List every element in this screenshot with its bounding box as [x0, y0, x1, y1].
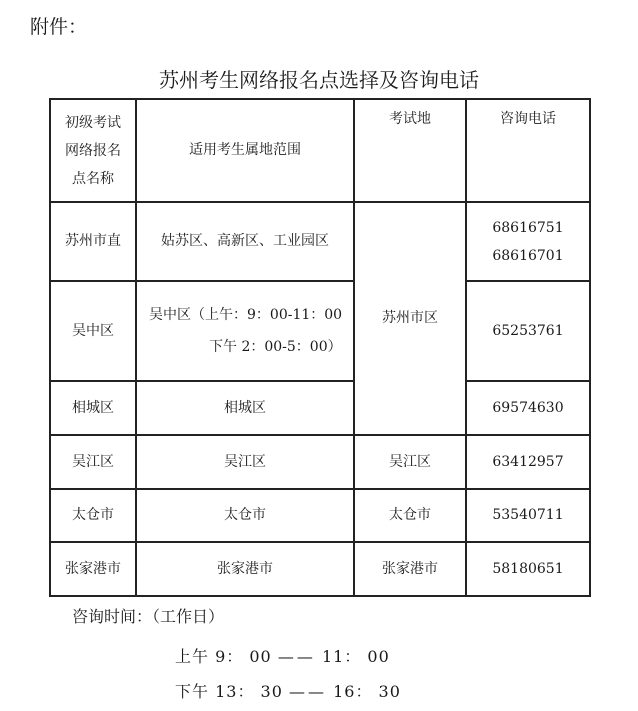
exam-site-cell: 张家港市 [354, 542, 466, 596]
point-name-cell: 吴中区 [50, 281, 136, 381]
scope-cell: 姑苏区、高新区、工业园区 [136, 202, 354, 281]
phone-cell: 63412957 [466, 435, 590, 489]
exam-site-cell: 太仓市 [354, 489, 466, 542]
exam-site-cell: 吴江区 [354, 435, 466, 489]
point-name-cell: 张家港市 [50, 542, 136, 596]
scope-cell: 吴中区（上午：9：00-11：00 下午 2：00-5：00） [136, 281, 354, 381]
table-row [50, 381, 590, 435]
morning-start: 9： 00 [215, 647, 272, 666]
scope-cell: 吴江区 [136, 435, 354, 489]
afternoon-dash: —— [289, 682, 328, 701]
afternoon-start: 13： 30 [215, 682, 283, 701]
page-title: 苏州考生网络报名点选择及咨询电话 [159, 68, 479, 92]
morning-dash: —— [277, 647, 316, 666]
header-scope: 适用考生属地范围 [136, 99, 354, 202]
table-row [50, 489, 590, 542]
scope-cell: 张家港市 [136, 542, 354, 596]
table-row [50, 202, 590, 281]
header-point-name: 初级考试 网络报名 点名称 [50, 99, 136, 202]
afternoon-hours [175, 679, 401, 702]
phone-cell: 58180651 [466, 542, 590, 596]
point-name-cell: 吴江区 [50, 435, 136, 489]
header-exam-site: 考试地 [354, 99, 466, 202]
point-name-cell: 苏州市直 [50, 202, 136, 281]
consult-time-label: 咨询时间：（工作日） [72, 607, 225, 626]
scope-cell: 太仓市 [136, 489, 354, 542]
header-phone: 咨询电话 [466, 99, 590, 202]
table-row [50, 435, 590, 489]
phone-cell: 53540711 [466, 489, 590, 542]
morning-end: 11： 00 [321, 647, 390, 666]
point-name-cell: 太仓市 [50, 489, 136, 542]
phone-cell: 65253761 [466, 281, 590, 381]
phone-cell: 69574630 [466, 381, 590, 435]
table-header-row [50, 99, 590, 202]
afternoon-prefix: 下午 [175, 682, 210, 701]
registration-table [49, 98, 591, 597]
phone-cell: 68616751 68616701 [466, 202, 590, 281]
attachment-label: 附件： [30, 16, 88, 38]
point-name-cell: 相城区 [50, 381, 136, 435]
table-row [50, 542, 590, 596]
table-row [50, 281, 590, 381]
scope-cell: 相城区 [136, 381, 354, 435]
morning-hours [175, 644, 390, 667]
exam-site-cell-merged: 苏州市区 [354, 202, 466, 435]
morning-prefix: 上午 [175, 647, 210, 666]
afternoon-end: 16： 30 [333, 682, 401, 701]
